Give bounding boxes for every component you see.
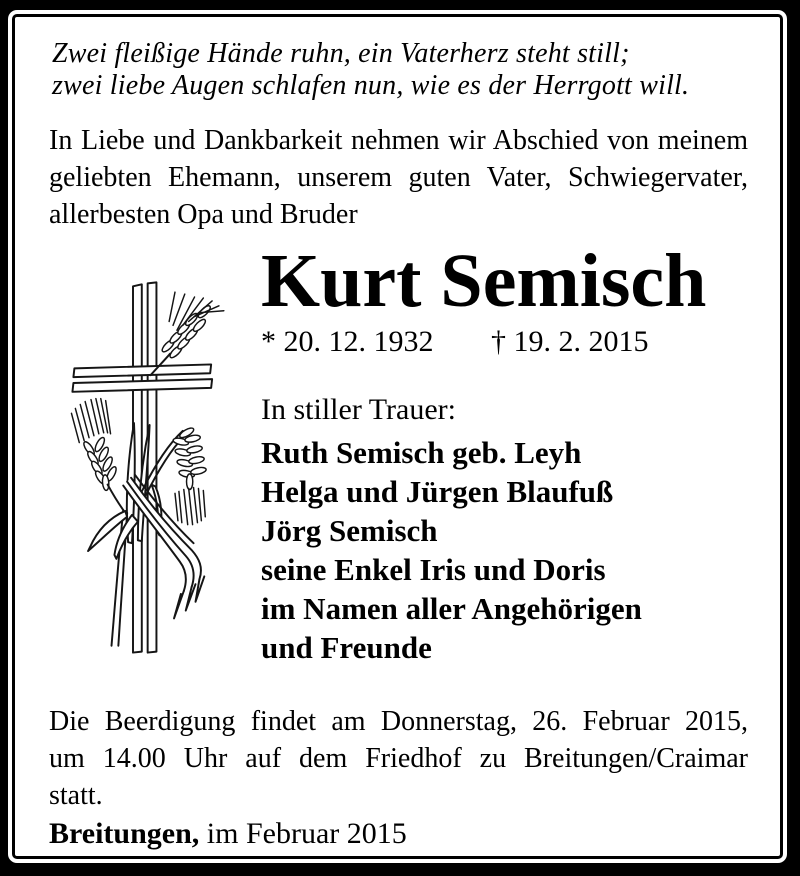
life-dates (261, 325, 748, 359)
intro-line: geliebten Ehemann, unserem guten Vater, Schwiegervater, (49, 162, 748, 193)
illustration-column (49, 241, 261, 677)
obituary-card (12, 14, 783, 859)
memorial-verse (49, 38, 748, 102)
closing-line (49, 817, 748, 851)
verse-line: zwei liebe Augen schlafen nun, wie es der Herrgott will. (52, 70, 690, 101)
mourning-label: In stiller Trauer: (261, 393, 456, 426)
middle-section (49, 241, 748, 677)
birth-date: * 20. 12. 1932 (261, 325, 434, 358)
deceased-name: Kurt Semisch (261, 239, 707, 323)
closing-place: Breitungen, (49, 817, 200, 850)
intro-line: allerbesten Opa und Bruder (49, 199, 358, 230)
mourner-line: und Freunde (261, 630, 432, 665)
mourner-line: im Namen aller Angehörigen (261, 591, 642, 626)
mourner-line: Jörg Semisch (261, 513, 438, 548)
announcement-column (261, 241, 748, 677)
funeral-line: Die Beerdigung findet am Donnerstag, 26. Februar 2015, (49, 706, 748, 737)
funeral-info (49, 703, 748, 814)
mourner-line: Helga und Jürgen Blaufuß (261, 474, 614, 509)
paper-margin (8, 10, 787, 863)
mourner-line: Ruth Semisch geb. Leyh (261, 435, 582, 470)
mourner-line: seine Enkel Iris und Doris (261, 552, 606, 587)
closing-date: im Februar 2015 (206, 817, 407, 850)
verse-line: Zwei fleißige Hände ruhn, ein Vaterherz steht still; (52, 38, 630, 69)
mourners-list (261, 433, 748, 667)
cross-and-wheat-icon (49, 257, 259, 677)
funeral-line: um 14.00 Uhr auf dem Friedhof zu Breitungen/Craimar (49, 743, 748, 774)
intro-line: In Liebe und Dankbarkeit nehmen wir Abschied von meinem (49, 125, 748, 156)
death-date: † 19. 2. 2015 (491, 325, 649, 358)
intro-paragraph (49, 122, 748, 233)
funeral-line: statt. (49, 780, 103, 811)
